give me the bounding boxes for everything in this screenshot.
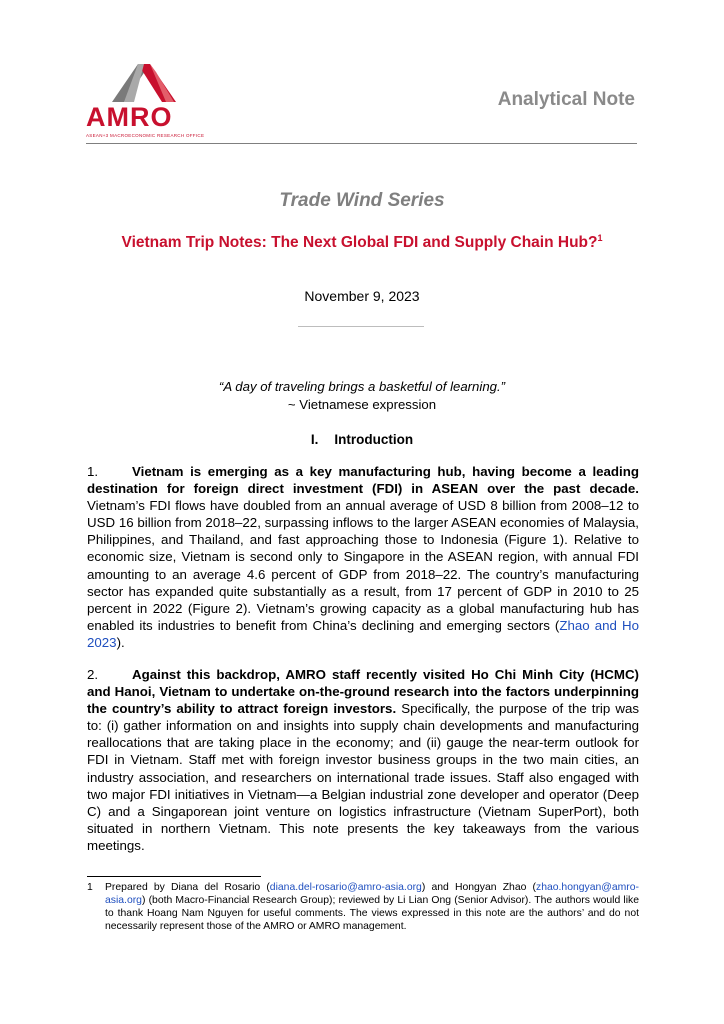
amro-logo	[86, 62, 206, 142]
paragraph-number: 1.	[87, 464, 99, 479]
paragraph-lead: Against this backdrop, AMRO staff recently visited Ho Chi Minh City (HCMC) and Hanoi, Vietnam to undertake on-the-ground research into the factors underpinning the country’s ability to attract foreign investors.	[87, 667, 639, 717]
section-title: Introduction	[334, 432, 414, 447]
paragraph-lead: Vietnam is emerging as a key manufacturing hub, having become a leading destination for foreign direct investment (FDI) in ASEAN over the past decade.	[87, 464, 639, 497]
title-footnote-mark: 1	[597, 233, 603, 243]
section-number: I.	[310, 432, 319, 447]
series-title: Trade Wind Series	[279, 190, 445, 211]
footnote-part: Prepared by Diana del Rosario (	[105, 882, 270, 893]
epigraph-source: ~ Vietnamese expression	[287, 397, 437, 412]
document-type: Analytical Note	[497, 89, 635, 110]
date-divider	[298, 326, 424, 327]
footnote-text	[105, 881, 639, 933]
footnote-part: ) (both Macro-Financial Research Group); reviewed by Li Lian Ong (Senior Advisor). The authors would like to thank Hoang Nam Nguyen for useful comments. The views expressed in this note are the authors’ and do not necessarily represent those of the AMRO or AMRO management.	[105, 895, 639, 932]
paragraph-body: Specifically, the purpose of the trip was to: (i) gather information on and insights into supply chain developments and manufacturing reallocations that are taking place in the economy; and (ii) gauge the near-term outlook for FDI in Vietnam. Staff met with foreign investor business groups in the two main cities, an industry association, and researchers on international trade issues. Staff also engaged with two major FDI initiatives in Vietnam—a Belgian industrial zone developer and operator (Deep C) and a Singaporean joint venture on logistics infrastructure (Vietnam SuperPort), both situated in northern Vietnam. This note presents the key takeaways from the various meetings.	[87, 701, 639, 853]
citation-link[interactable]: Zhao and Ho 2023	[87, 617, 639, 650]
email-link-2[interactable]: zhao.hongyan@amro-asia.org	[105, 882, 639, 906]
mountain-logo-icon	[104, 62, 190, 102]
paragraph-1	[87, 463, 639, 651]
epigraph-quote: “A day of traveling brings a basketful of learning.”	[218, 379, 506, 394]
page-title	[0, 233, 724, 252]
paragraph-2	[87, 666, 639, 854]
logo-subtext: ASEAN+3 MACROECONOMIC RESEARCH OFFICE	[86, 133, 205, 138]
footnote-part: ) and Hongyan Zhao (	[421, 882, 537, 893]
email-link-1[interactable]: diana.del-rosario@amro-asia.org	[269, 882, 422, 893]
paragraph-body: Vietnam’s FDI flows have doubled from an annual average of USD 8 billion from 2008–12 to USD 16 billion from 2018–22, surpassing inflows to the larger ASEAN economies of Malaysia, Philippines, and Thailand, and fast approaching those to Indonesia (Figure 1). Relative to economic size, Vietnam is second only to Singapore in the ASEAN region, with annual FDI amounting to an average 4.6 percent of GDP from 2018–22. The country’s manufacturing sector has expanded quite substantially as a result, from 17 percent of GDP in 2010 to 25 percent in 2022 (Figure 2). Vietnam’s growing capacity as a global manufacturing hub has enabled its industries to benefit from China’s declining and emerging sectors (	[87, 498, 639, 633]
paragraph-end: ).	[116, 634, 125, 650]
footnote	[87, 881, 639, 933]
logo-wordmark: AMRO	[86, 102, 173, 132]
paragraph-number: 2.	[87, 667, 99, 682]
title-text: Vietnam Trip Notes: The Next Global FDI and Supply Chain Hub?	[121, 234, 598, 252]
publication-date: November 9, 2023	[304, 288, 420, 304]
footnote-number: 1	[87, 882, 93, 893]
header-divider	[86, 143, 637, 144]
section-heading	[0, 432, 724, 447]
footnote-divider	[87, 876, 261, 877]
